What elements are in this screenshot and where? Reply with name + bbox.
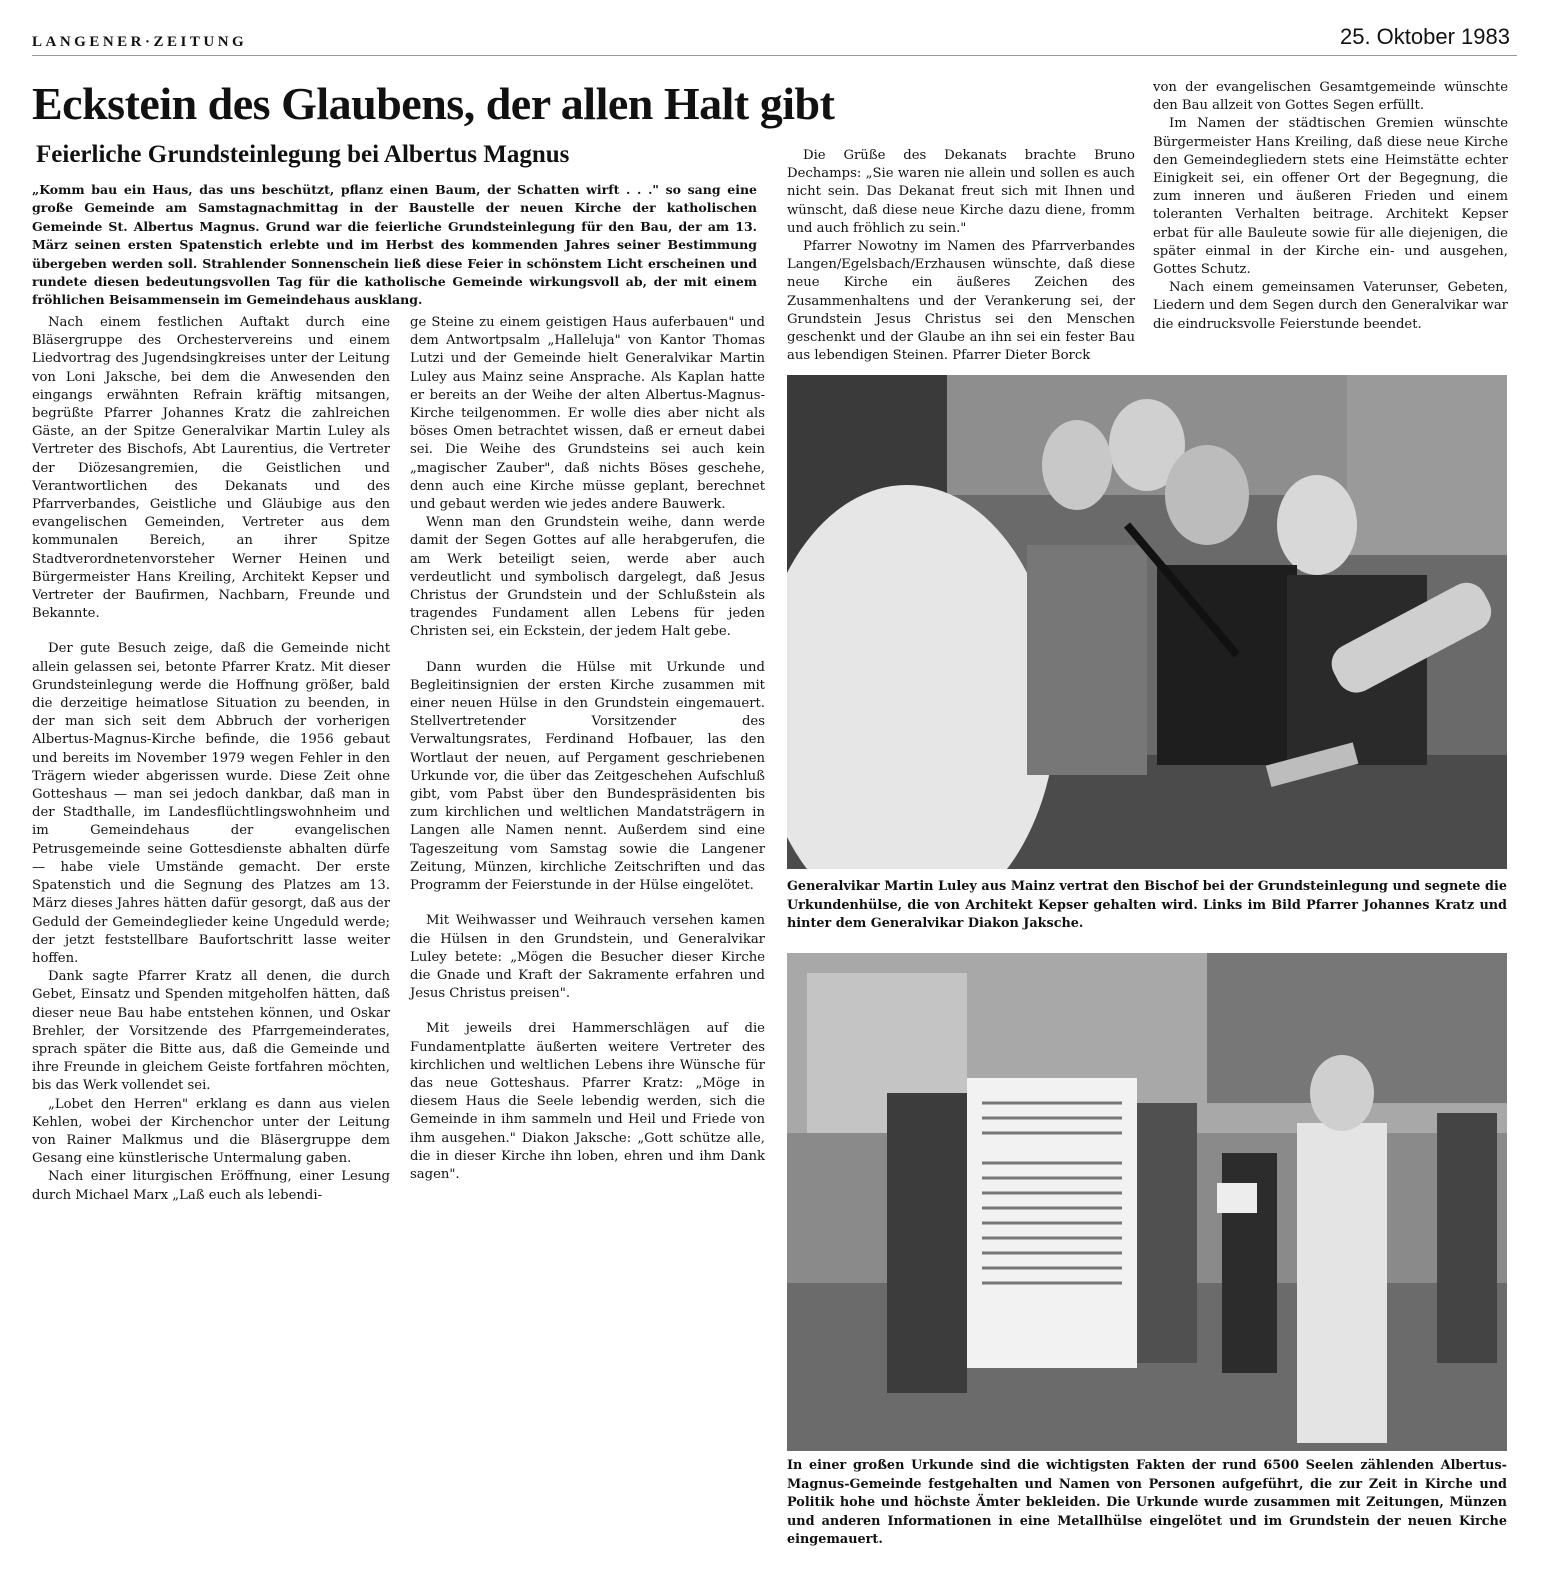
paragraph: ge Steine zu einem geistigen Haus auferbauen" und dem Antwortpsalm „Halleluja" von Kantor Thomas Lutzi und der Gemeinde hielt Generalvikar Martin Luley aus Mainz seine Ansprache. Als Kaplan hatte er bereits an der Weihe der alten Albertus-Magnus-Kirche teilgenommen. Er wolle dies aber nicht als böses Omen betrachtet wissen, daß er erneut dabei sei. Die Weihe des Grundsteins sei auch kein „magischer Zauber", daß nichts Böses geschehe, denn auch eine Kirche müsse geplant, berechnet und gebaut werden wie jedes andere Bauwerk. — [410, 315, 765, 513]
paragraph: Im Namen der städtischen Gremien wünschte Bürgermeister Hans Kreiling, daß diese neue Kirche den Gemeindegliedern stets eine Heimstätte echter Einigkeit sei, ein offener Ort der Begegnung, die zum inneren und äußeren Frieden und einem toleranten Verhalten beitrage. Architekt Kepser erbat für alle Bauleute sowie für alle diejenigen, die später einmal in der Kirche ein- und ausgehen, Gottes Schutz. — [1153, 116, 1508, 278]
photo-charter-image — [787, 953, 1507, 1451]
photo-blessing-ceremony — [787, 375, 1507, 869]
article-column-2 — [410, 314, 765, 1184]
paragraph: Dann wurden die Hülse mit Urkunde und Begleitinsignien der ersten Kirche zusammen mit einer neuen Hülse in den Grundstein eingemauert. Stellvertretender Vorsitzender des Verwaltungsrates, Ferdinand Hofbauer, las den Wortlaut der neuen, auf Pergament geschriebenen Urkunde vor, die über das Zeitgeschehen Aufschluß gibt, vom Pabst über den Bundespräsidenten bis zum kirchlichen und weltlichen Mandatsträgern in Langen alle Namen nennt. Außerdem sind eine Tageszeitung vom Samstag sowie die Langener Zeitung, Münzen, kirchliche Zeitschriften und das Programm der Feierstunde in der Hülse eingelötet. — [410, 659, 765, 894]
lead-paragraph: „Komm bau ein Haus, das uns beschützt, pflanz einen Baum, der Schatten wirft . . ." so sang eine große Gemeinde am Samstagnachmittag in der Baustelle der neuen Kirche der katholischen Gemeinde St. Albertus Magnus. Grund war die feierliche Grundsteinlegung für den Bau, der am 13. März seinen ersten Spatenstich erlebte und im Herbst des kommenden Jahres seiner Bestimmung übergeben werden soll. Strahlender Sonnenschein ließ diese Feier in schönstem Licht erscheinen und rundete diesen bedeutungsvollen Tag für die katholische Gemeinde wirkungsvoll ab, der mit einem fröhlichen Beisammensein im Gemeindehaus ausklang. — [32, 182, 757, 308]
header-rule — [32, 55, 1517, 56]
paragraph: Der gute Besuch zeige, daß die Gemeinde nicht allein gelassen sei, betonte Pfarrer Kratz. Mit dieser Grundsteinlegung werde die Hoffnung größer, bald die derzeitige heimatlose Situation zu beenden, in der man sich seit dem Abbruch der vorherigen Albertus-Magnus-Kirche befinde, die 1956 gebaut und bereits im November 1979 wegen Fehler in den Trägern wieder abgerissen wurde. Diese Zeit ohne Gotteshaus — man sei jedoch dankbar, daß man in der Stadthalle, im Landesflüchtlingswohnheim und im Gemeindehaus der evangelischen Petrusgemeinde seine Gottesdienste abhalten dürfe — habe viele Umstände gemacht. Der erste Spatenstich und die Segnung des Platzes am 13. März dieses Jahres hätten dafür gesorgt, daß aus der Geduld der Gemeindeglieder keine Ungeduld werde; der jetzt feststellbare Baufortschritt lasse weiter hoffen. — [32, 641, 390, 966]
paragraph: Dank sagte Pfarrer Kratz all denen, die durch Gebet, Einsatz und Spenden mitgeholfen hätten, daß dieser neue Bau habe entstehen können, und Oskar Brehler, der Vorsitzende des Pfarrgemeinderates, sprach später die Bitte aus, daß die Gemeinde und ihre Freunde in gleichem Geiste fortfahren möchten, bis das Werk vollendet sei. — [32, 969, 390, 1094]
paragraph: von der evangelischen Gesamtgemeinde wünschte den Bau allzeit von Gottes Segen erfüllt. — [1153, 80, 1508, 114]
paragraph: Mit Weihwasser und Weihrauch versehen kamen die Hülsen in den Grundstein, und Generalvikar Luley betete: „Mögen die Besucher dieser Kirche die Gnade und Kraft der Sakramente erfahren und Jesus Christus preisen". — [410, 913, 765, 1002]
photo-1-caption: Generalvikar Martin Luley aus Mainz vertrat den Bischof bei der Grundsteinlegung und segnete die Urkundenhülse, die von Architekt Kepser gehalten wird. Links im Bild Pfarrer Johannes Kratz und hinter dem Generalvikar Diakon Jaksche. — [787, 879, 1507, 931]
issue-date: 25. Oktober 1983 — [1339, 24, 1510, 49]
paragraph: Nach einem gemeinsamen Vaterunser, Gebeten, Liedern und dem Segen durch den Generalvikar war die eindrucksvolle Feierstunde beendet. — [1153, 280, 1508, 332]
article-column-1 — [32, 314, 390, 1205]
headline: Eckstein des Glaubens, der allen Halt gibt — [32, 78, 835, 129]
photo-blessing-image — [787, 375, 1507, 869]
article-column-3 — [787, 147, 1135, 365]
paragraph: Die Grüße des Dekanats brachte Bruno Dechamps: „Sie waren nie allein und sollen es auch nicht sein. Das Dekanat freut sich mit Ihnen und wünscht, daß diese neue Kirche dazu diene, fromm und auch fröhlich zu sein." — [787, 148, 1135, 236]
photo-2-caption: In einer großen Urkunde sind die wichtigsten Fakten der rund 6500 Seelen zählenden Albertus-Magnus-Gemeinde festgehalten und Namen von Personen aufgeführt, die zur Zeit in Kirche und Politik hohe und höchste Ämter bekleiden. Die Urkunde wurde zusammen mit Zeitungen, Münzen und anderen Informationen in eine Metallhülse eingelötet und im Grundstein der neuen Kirche eingemauert. — [787, 1458, 1507, 1547]
subheadline: Feierliche Grundsteinlegung bei Albertus Magnus — [36, 141, 570, 168]
paragraph: Nach einem festlichen Auftakt durch eine Bläsergruppe des Orchestervereins und einem Liedvortrag des Jugendsingkreises unter der Leitung von Loni Jaksche, bei dem die Anwesenden den eingangs erwähnten Refrain kräftig mitsangen, begrüßte Pfarrer Johannes Kratz die zahlreichen Gäste, an der Spitze Generalvikar Martin Luley als Vertreter des Bischofs, Abt Laurentius, die Vertreter der Diözesangremien, die Geistlichen und Verantwortlichen des Dekanats und des Pfarrverbandes, Geistliche und Gläubige aus den evangelischen Gemeinden, Vertreter aus dem kommunalen Bereich, an ihrer Spitze Stadtverordnetenvorsteher Werner Heinen und Bürgermeister Hans Kreiling, Architekt Kepser und Vertreter der Baufirmen, Nachbarn, Freunde und Bekannte. — [32, 315, 390, 622]
paragraph: Pfarrer Nowotny im Namen des Pfarrverbandes Langen/Egelsbach/Erzhausen wünschte, daß diese neue Kirche ein äußeres Zeichen des Zusammenhaltens und der Verankerung sei, der Grundstein Jesus Christus sei den Menschen geschenkt und der Glaube an ihn sei ein fester Bau aus lebendigen Steinen. Pfarrer Dieter Borck — [787, 239, 1135, 364]
paragraph: „Lobet den Herren" erklang es dann aus vielen Kehlen, wobei der Kirchenchor unter der Leitung von Rainer Malkmus und die Bläsergruppe dem Gesang eine künstlerische Untermalung gaben. — [32, 1096, 390, 1167]
article-column-4 — [1153, 79, 1508, 334]
masthead: LANGENER·ZEITUNG — [32, 34, 248, 50]
photo-charter-document — [787, 953, 1507, 1451]
paragraph: Nach einer liturgischen Eröffnung, einer Lesung durch Michael Marx „Laß euch als lebendi- — [32, 1169, 390, 1203]
paragraph: Mit jeweils drei Hammerschlägen auf die Fundamentplatte äußerten weitere Vertreter des kirchlichen und weltlichen Lebens ihre Wünsche für das neue Gotteshaus. Pfarrer Kratz: „Möge in diesem Haus die Seele lebendig werden, sich die Gemeinde in ihm sammeln und Heil und Friede von ihm ausgehen." Diakon Jaksche: „Gott schütze alle, die in dieser Kirche ihn loben, ehren und ihm Dank sagen". — [410, 1021, 765, 1182]
paragraph: Wenn man den Grundstein weihe, dann werde damit der Segen Gottes auf alle herabgerufen, die am Werk beteiligt seien, werde aber auch verdeutlicht und symbolisch dargelegt, daß Jesus Christus der Grundstein und der Schlußstein als tragendes Fundament allen Lebens für jeden Christen sei, ein Eckstein, der jedem Halt gebe. — [410, 515, 765, 640]
